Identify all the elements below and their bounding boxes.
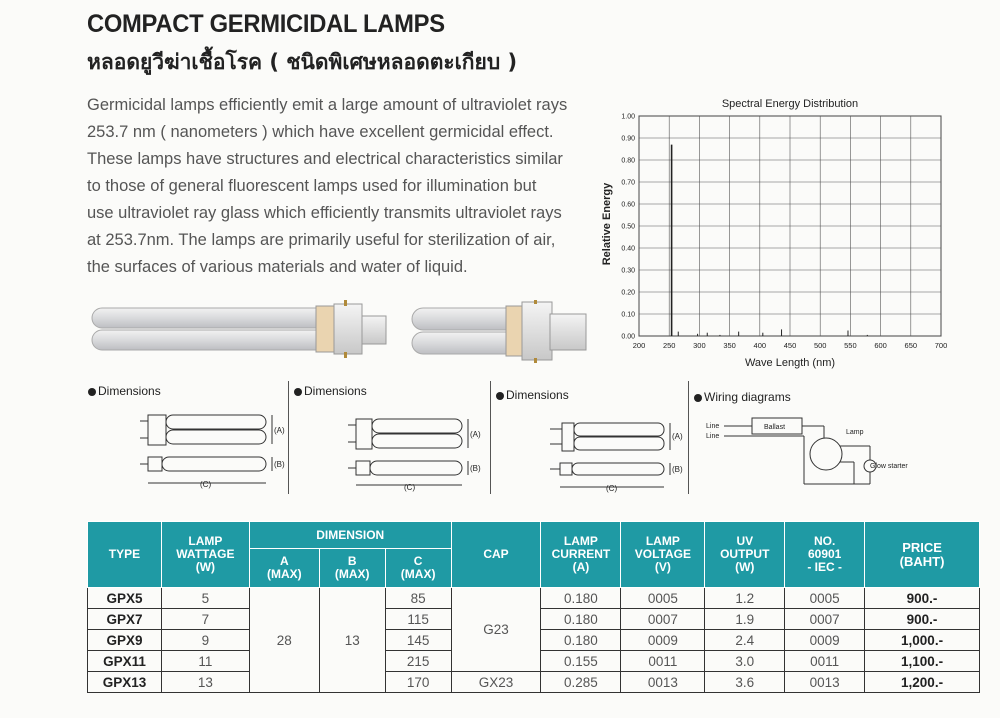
- description-line: Germicidal lamps efficiently emit a large amount of ultraviolet rays: [87, 96, 568, 114]
- dimension-drawing: [294, 399, 490, 494]
- cell-price: 900.-: [865, 588, 980, 609]
- cell-a: 28: [249, 588, 319, 693]
- lamp-image-long: [88, 300, 388, 360]
- cell-current: 0.155: [541, 651, 621, 672]
- chart-x-tick-label: 200: [632, 341, 646, 350]
- chart-y-tick-label: 0.50: [621, 223, 635, 231]
- chart-y-ticks: [621, 114, 635, 341]
- dimension-a-label: (A): [672, 432, 683, 441]
- dimension-panel: [294, 384, 490, 494]
- chart-y-axis-label: Relative Energy: [601, 182, 613, 266]
- chart-title: Spectral Energy Distribution: [721, 98, 859, 110]
- cell-price: 1,000.-: [865, 630, 980, 651]
- chart-y-tick-label: 0.00: [621, 333, 635, 341]
- wiring-line-label: Line: [706, 423, 720, 430]
- cell-cap: G23: [451, 588, 541, 672]
- chart-y-tick-label: 0.30: [621, 267, 635, 275]
- col-header-b: B (MAX): [319, 549, 385, 588]
- cell-uv: 3.6: [705, 672, 785, 693]
- cell-voltage: 0007: [621, 609, 705, 630]
- col-header-dimension: DIMENSION: [249, 522, 451, 549]
- cell-c: 215: [385, 651, 451, 672]
- chart-y-tick-label: 0.80: [621, 157, 635, 165]
- chart-x-tick-label: 350: [723, 341, 736, 350]
- cell-iec: 0013: [785, 672, 865, 693]
- separator: [288, 381, 289, 494]
- col-header-uv-output: UV OUTPUT (W): [705, 522, 785, 588]
- chart-grid: [639, 116, 941, 336]
- chart-y-tick-label: 0.40: [621, 245, 635, 253]
- cell-cap: GX23: [451, 672, 541, 693]
- chart-y-tick-label: 1.00: [621, 113, 635, 121]
- col-header-cap: CAP: [451, 522, 541, 588]
- chart-x-tick-label: 600: [874, 341, 887, 350]
- col-header-voltage: LAMP VOLTAGE (V): [621, 522, 705, 588]
- cell-current: 0.180: [541, 609, 621, 630]
- col-header-type: TYPE: [88, 522, 162, 588]
- chart-x-tick-label: 450: [783, 341, 797, 350]
- description-line: the surfaces of various materials and water of liquid.: [87, 258, 468, 276]
- description-line: These lamps have structures and electrical characteristics similar: [87, 150, 563, 168]
- col-header-a: A (MAX): [249, 549, 319, 588]
- cell-current: 0.180: [541, 588, 621, 609]
- cell-iec: 0009: [785, 630, 865, 651]
- cell-type: GPX11: [88, 651, 162, 672]
- dimension-heading: Dimensions: [88, 384, 161, 398]
- cell-price: 1,100.-: [865, 651, 980, 672]
- cell-uv: 2.4: [705, 630, 785, 651]
- dimension-c-label: (C): [606, 484, 618, 493]
- chart-x-tick-label: 250: [662, 341, 676, 350]
- wiring-diagram: [694, 404, 984, 494]
- cell-price: 1,200.-: [865, 672, 980, 693]
- cell-c: 145: [385, 630, 451, 651]
- description: [87, 92, 587, 281]
- cell-type: GPX5: [88, 588, 162, 609]
- chart-x-ticks: [633, 341, 948, 350]
- cell-wattage: 5: [161, 588, 249, 609]
- dimension-b-label: (B): [274, 460, 285, 469]
- dimension-a-label: (A): [274, 426, 285, 435]
- cell-voltage: 0011: [621, 651, 705, 672]
- chart-x-axis-label: Wave Length (nm): [744, 357, 836, 369]
- description-line: to those of general fluorescent lamps used for illumination but: [87, 177, 537, 195]
- wiring-line-label: Line: [706, 433, 720, 440]
- cell-wattage: 9: [161, 630, 249, 651]
- cell-c: 115: [385, 609, 451, 630]
- dimension-b-label: (B): [672, 465, 683, 474]
- chart-y-tick-label: 0.10: [621, 311, 635, 319]
- table-row: [88, 588, 980, 609]
- description-line: use ultraviolet ray glass which efficiently transmits ultraviolet rays: [87, 204, 562, 222]
- chart-x-tick-label: 400: [753, 341, 767, 350]
- col-header-price: PRICE (BAHT): [865, 522, 980, 588]
- lamp-image-short: [410, 300, 590, 364]
- page-title: COMPACT GERMICIDAL LAMPS: [87, 10, 445, 38]
- chart-x-tick-label: 300: [693, 341, 706, 350]
- page-subtitle: หลอดยูวีฆ่าเชื้อโรค ( ชนิดพิเศษหลอดตะเกียบ ): [87, 50, 518, 74]
- wiring-glow-label: Glow starter: [870, 463, 908, 470]
- cell-iec: 0011: [785, 651, 865, 672]
- chart-bars: [672, 145, 868, 336]
- dimension-c-label: (C): [404, 483, 416, 492]
- cell-type: GPX13: [88, 672, 162, 693]
- col-header-iec: NO. 60901 - IEC -: [785, 522, 865, 588]
- cell-voltage: 0005: [621, 588, 705, 609]
- description-line: 253.7 nm ( nanometers ) which have excellent germicidal effect.: [87, 123, 554, 141]
- cell-c: 85: [385, 588, 451, 609]
- spec-table: [87, 521, 980, 693]
- cell-type: GPX7: [88, 609, 162, 630]
- chart-x-tick-label: 650: [904, 341, 918, 350]
- dimension-c-label: (C): [200, 480, 212, 489]
- chart-y-tick-label: 0.70: [621, 179, 635, 187]
- dimension-heading: Dimensions: [496, 388, 569, 402]
- cell-uv: 1.2: [705, 588, 785, 609]
- cell-voltage: 0013: [621, 672, 705, 693]
- cell-iec: 0007: [785, 609, 865, 630]
- cell-c: 170: [385, 672, 451, 693]
- separator: [490, 381, 491, 494]
- cell-uv: 3.0: [705, 651, 785, 672]
- cell-wattage: 7: [161, 609, 249, 630]
- dimension-drawing: [496, 399, 688, 494]
- table-row: [88, 672, 980, 693]
- wiring-panel: [694, 384, 984, 494]
- cell-uv: 1.9: [705, 609, 785, 630]
- bullet-icon: [88, 388, 96, 396]
- dimension-heading: Dimensions: [294, 384, 367, 398]
- spectral-chart: [595, 94, 955, 374]
- col-header-wattage: LAMP WATTAGE (W): [161, 522, 249, 588]
- cell-voltage: 0009: [621, 630, 705, 651]
- dimension-a-label: (A): [470, 430, 481, 439]
- wiring-heading: Wiring diagrams: [694, 390, 791, 404]
- dimension-panel: [88, 384, 288, 494]
- chart-y-tick-label: 0.90: [621, 135, 635, 143]
- chart-x-tick-label: 550: [844, 341, 857, 350]
- chart-y-tick-label: 0.60: [621, 201, 635, 209]
- cell-iec: 0005: [785, 588, 865, 609]
- chart-y-tick-label: 0.20: [621, 289, 635, 297]
- dimension-drawing: [88, 399, 288, 494]
- col-header-current: LAMP CURRENT (A): [541, 522, 621, 588]
- wiring-lamp-label: Lamp: [846, 429, 864, 436]
- wiring-ballast-label: Ballast: [764, 424, 786, 431]
- cell-current: 0.180: [541, 630, 621, 651]
- bullet-icon: [294, 388, 302, 396]
- bullet-icon: [694, 394, 702, 402]
- chart-x-tick-label: 500: [813, 341, 827, 350]
- separator: [688, 381, 689, 494]
- cell-b: 13: [319, 588, 385, 693]
- cell-type: GPX9: [88, 630, 162, 651]
- dimension-b-label: (B): [470, 464, 481, 473]
- cell-current: 0.285: [541, 672, 621, 693]
- cell-wattage: 13: [161, 672, 249, 693]
- chart-x-tick-label: 700: [934, 341, 948, 350]
- col-header-c: C (MAX): [385, 549, 451, 588]
- cell-price: 900.-: [865, 609, 980, 630]
- description-line: at 253.7nm. The lamps are primarily useful for sterilization of air,: [87, 231, 556, 249]
- cell-wattage: 11: [161, 651, 249, 672]
- dimension-panel: [496, 384, 688, 494]
